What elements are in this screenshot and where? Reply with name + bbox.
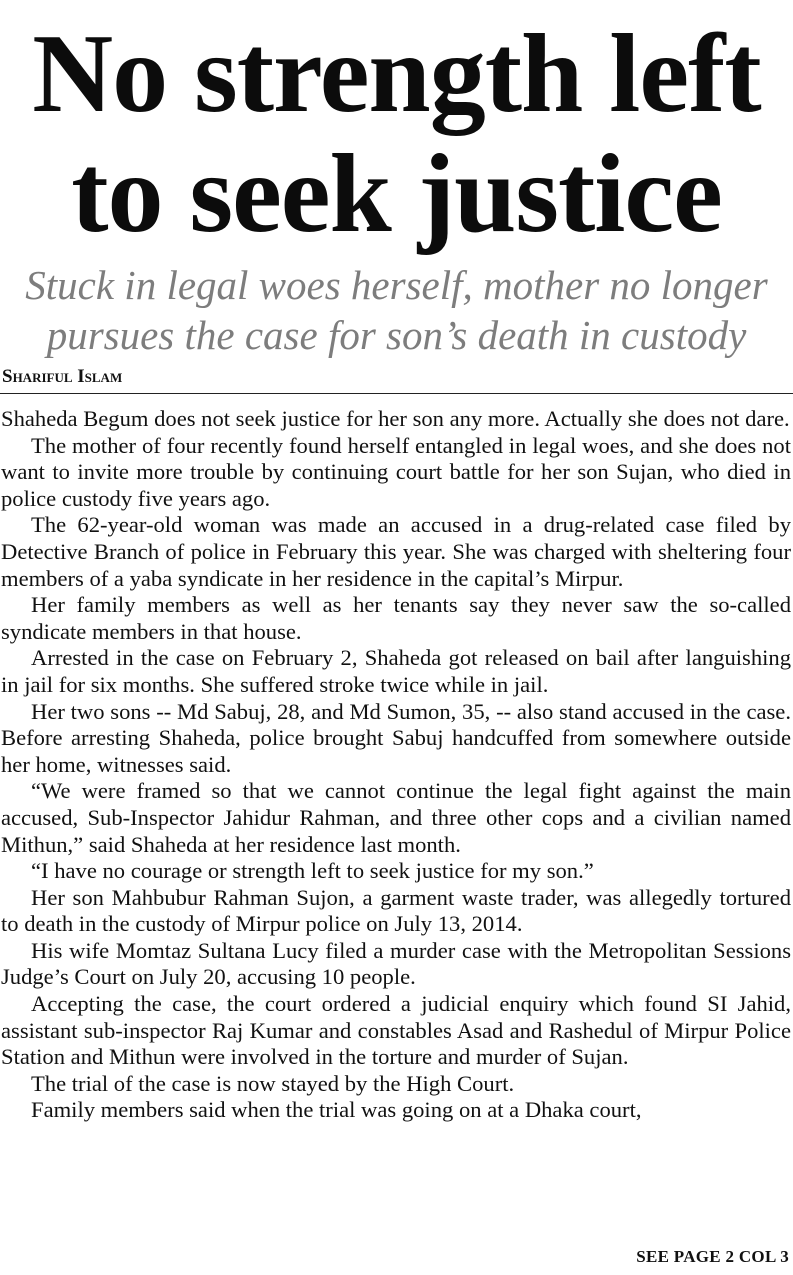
- continued-jump-line: SEE PAGE 2 COL 3: [636, 1247, 789, 1266]
- paragraph: “We were framed so that we cannot continue the legal fight against the main accused, Sub-Inspector Jahidur Rahman, and three other cops and a civilian named Mithun,” said Shaheda at her residence last month.: [1, 778, 791, 857]
- paragraph: The trial of the case is now stayed by the High Court.: [31, 1070, 515, 1096]
- paragraph: Accepting the case, the court ordered a judicial enquiry which found SI Jahid, assistant sub-inspector Raj Kumar and constables Asad and Rashedul of Mirpur Police Station and Mithun were involved in the torture and murder of Sujan.: [1, 991, 791, 1070]
- deck-line-2: pursues the case for son’s death in custody: [46, 312, 747, 358]
- paragraph: His wife Momtaz Sultana Lucy filed a murder case with the Metropolitan Sessions Judge’s Court on July 20, accusing 10 people.: [1, 937, 791, 990]
- paragraph: Her two sons -- Md Sabuj, 28, and Md Sumon, 35, -- also stand accused in the case. Before arresting Shaheda, police brought Sabuj handcuffed from somewhere outside her home, witnesses said.: [1, 698, 791, 777]
- paragraph: Her family members as well as her tenants say they never saw the so-called syndicate members in that house.: [1, 592, 791, 644]
- byline-divider: [0, 393, 793, 394]
- deck-line-1: Stuck in legal woes herself, mother no longer: [25, 262, 768, 308]
- headline: [0, 0, 793, 254]
- paragraph: The 62-year-old woman was made an accused in a drug-related case filed by Detective Branch of police in February this year. She was charged with sheltering four members of a yaba syndicate in her residence in the capital’s Mirpur.: [1, 512, 791, 591]
- paragraph: Arrested in the case on February 2, Shaheda got released on bail after languishing in jail for six months. She suffered stroke twice while in jail.: [1, 645, 791, 697]
- paragraph: Her son Mahbubur Rahman Sujon, a garment waste trader, was allegedly tortured to death in the custody of Mirpur police on July 13, 2014.: [1, 884, 791, 937]
- paragraph: “I have no courage or strength left to seek justice for my son.”: [31, 858, 594, 884]
- paragraph: Shaheda Begum does not seek justice for her son any more. Actually she does not dare.: [1, 406, 790, 431]
- deck-subheadline: [0, 260, 793, 360]
- paragraph: The mother of four recently found herself entangled in legal woes, and she does not want to invite more trouble by continuing court battle for her son Sujan, who died in police custody five years ago.: [1, 432, 791, 511]
- headline-line-2: to seek justice: [71, 132, 722, 256]
- headline-line-1: No strength left: [32, 12, 761, 136]
- byline: Shariful Islam: [2, 366, 123, 387]
- paragraph: Family members said when the trial was going on at a Dhaka court,: [31, 1097, 642, 1123]
- article-body: [0, 406, 793, 1124]
